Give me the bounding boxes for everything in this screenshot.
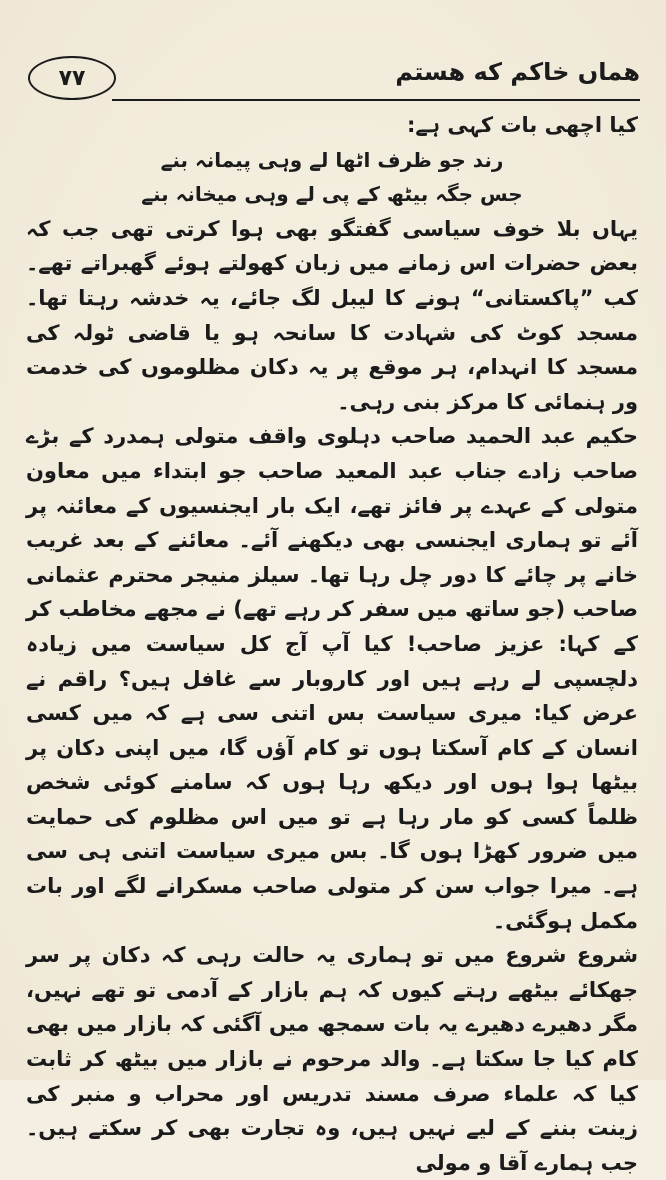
- page-number: ۷۷: [28, 56, 116, 100]
- paragraph-1: یہاں بلا خوف سیاسی گفتگو بھی ہوا کرتی تھی جب کہ بعض حضرات اس زمانے میں زبان کھولتے ہوئے گھبراتے تھے۔ کب ”پاکستانی“ ہونے کا لیبل لگ جائے، یہ خدشہ رہتا تھا۔ مسجد کوٹ کی شہادت کا سانحہ ہو یا قاضی ٹولہ کی مسجد کا انہدام، ہر موقع پر یہ دکان مظلوموں کی خدمت ور ہنمائی کا مرکز بنی رہی۔: [26, 216, 638, 414]
- page-header: [22, 44, 640, 104]
- paragraph-3: شروع شروع میں تو ہماری یہ حالت رہی کہ دکان پر سر جھکائے بیٹھے رہتے کیوں کہ ہم بازار کے آدمی تو تھے نہیں، مگر دھیرے دھیرے یہ بات سمجھ میں آگئی کہ بازار میں بھی کام کیا جا سکتا ہے۔ والد مرحوم نے بازار میں بیٹھ کر ثابت کیا کہ علماء صرف مسند تدریس اور محراب و منبر کی زینت بننے کے لیے نہیں ہیں، وہ تجارت بھی کر سکتے ہیں۔ جب ہمارے آقا و مولی: [26, 943, 638, 1175]
- couplet-line-2: جس جگہ بیٹھ کے پی لے وہی میخانہ بنے: [141, 182, 523, 207]
- header-rule: [112, 99, 640, 101]
- running-title: هماں خاکم که هستم: [395, 58, 640, 86]
- couplet-line-1: رند جو ظرف اٹھا لے وہی پیمانہ بنے: [160, 147, 504, 172]
- intro-line: کیا اچھی بات کہی ہے:: [407, 113, 638, 137]
- page-body: [26, 108, 638, 1180]
- paragraph-2: حکیم عبد الحمید صاحب دہلوی واقف متولی ہمدرد کے بڑے صاحب زادے جناب عبد المعید صاحب جو ابتداء میں معاون متولی کے عہدے پر فائز تھے، ایک بار ایجنسیوں کے معائنہ پر آئے تو ہماری ایجنسی بھی دیکھنے آئے۔ معائنے کے بعد غریب خانے پر چائے کا دور چل رہا تھا۔ سیلز منیجر محترم عثمانی صاحب (جو ساتھ میں سفر کر رہے تھے) نے مجھے مخاطب کر کے کہا: عزیز صاحب! کیا آپ آج کل سیاست میں زیادہ دلچسپی لے رہے ہیں اور کاروبار سے غافل ہیں؟ راقم نے عرض کیا: میری سیاست بس اتنی سی ہے کہ میں کسی انسان کے کام آسکتا ہوں تو کام آؤں گا، میں اپنی دکان پر بیٹھا ہوا ہوں اور دیکھ رہا ہوں کہ سامنے کوئی شخص ظلماً کسی کو مار رہا ہے تو میں اس مظلوم کی حمایت میں ضرور کھڑا ہوں گا۔ بس میری سیاست اتنی ہی سی ہے۔ میرا جواب سن کر متولی صاحب مسکرانے لگے اور بات مکمل ہوگئی۔: [26, 424, 638, 933]
